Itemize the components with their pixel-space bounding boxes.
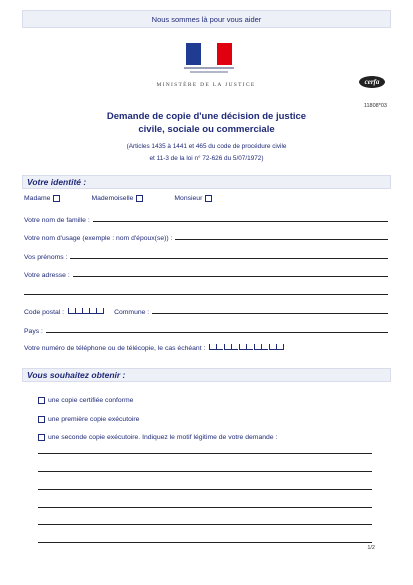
madame-checkbox[interactable] xyxy=(53,195,60,202)
flag-blue xyxy=(186,43,201,65)
address-label: Votre adresse : xyxy=(24,272,70,279)
family-name-field[interactable] xyxy=(93,214,388,222)
postal-code-label: Code postal : xyxy=(24,309,65,316)
first-names-row xyxy=(24,251,388,261)
form-number: 11808*03 xyxy=(363,103,387,109)
phone-label: Votre numéro de téléphone ou de télécopie, le cas échéant : xyxy=(24,345,206,352)
family-name-label: Votre nom de famille : xyxy=(24,217,90,224)
reason-field-line[interactable] xyxy=(38,471,372,472)
page-number: 1/2 xyxy=(367,545,375,551)
option-label: une seconde copie exécutoire. Indiquez le motif légitime de votre demande : xyxy=(48,434,278,441)
identity-heading: Votre identité : xyxy=(27,177,87,187)
request-heading: Vous souhaitez obtenir : xyxy=(27,370,126,380)
reason-field-line[interactable] xyxy=(38,524,372,525)
certified-copy-checkbox[interactable] xyxy=(38,397,45,404)
reason-field-line[interactable] xyxy=(38,507,372,508)
flag-white xyxy=(201,43,216,65)
civility-label: Madame xyxy=(24,195,51,202)
monsieur-checkbox[interactable] xyxy=(205,195,212,202)
ministry-logo xyxy=(150,38,262,98)
reason-field-line[interactable] xyxy=(38,489,372,490)
logo-motto-line xyxy=(190,71,228,73)
option-second-executory-copy xyxy=(38,434,277,441)
commune-label: Commune : xyxy=(114,309,150,316)
reason-field-line[interactable] xyxy=(38,453,372,454)
legal-reference-line1: (Articles 1435 à 1441 et 465 du code de procédure civile xyxy=(126,143,287,150)
flag-red xyxy=(217,43,232,65)
usage-name-row xyxy=(24,232,388,242)
usage-name-label: Votre nom d'usage (exemple : nom d'époux(se)) : xyxy=(24,235,173,242)
commune-field[interactable] xyxy=(152,306,388,314)
family-name-row xyxy=(24,214,388,224)
form-title-line2: civile, sociale ou commerciale xyxy=(138,124,275,135)
option-certified-copy xyxy=(38,397,133,404)
postal-code-boxes[interactable] xyxy=(68,308,104,314)
help-banner-text: Nous sommes là pour vous aider xyxy=(151,14,262,24)
request-section-header xyxy=(22,368,391,382)
second-executory-copy-checkbox[interactable] xyxy=(38,434,45,441)
civility-mademoiselle xyxy=(91,195,146,202)
legal-reference-line2: et 11-3 de la loi n° 72-626 du 5/07/1972) xyxy=(149,155,264,162)
civility-label: Mademoiselle xyxy=(91,195,134,202)
reason-field-line[interactable] xyxy=(38,542,372,543)
help-banner xyxy=(22,10,391,28)
country-label: Pays : xyxy=(24,328,43,335)
civility-row xyxy=(24,195,388,202)
address-row xyxy=(24,269,388,279)
postal-code-row xyxy=(24,306,388,316)
address-field[interactable] xyxy=(73,269,388,277)
option-label: une première copie exécutoire xyxy=(48,416,140,423)
civility-madame xyxy=(24,195,63,202)
country-field[interactable] xyxy=(46,325,388,333)
civility-label: Monsieur xyxy=(174,195,203,202)
first-executory-copy-checkbox[interactable] xyxy=(38,416,45,423)
first-names-label: Vos prénoms : xyxy=(24,254,68,261)
logo-motto-line xyxy=(184,67,234,69)
phone-row xyxy=(24,344,388,352)
identity-section-header xyxy=(22,175,391,189)
mademoiselle-checkbox[interactable] xyxy=(136,195,143,202)
phone-boxes[interactable] xyxy=(209,344,284,350)
cerfa-logo: cerfa xyxy=(359,76,385,88)
country-row xyxy=(24,325,388,335)
address-continuation-field[interactable] xyxy=(24,294,388,295)
option-first-executory-copy xyxy=(38,416,139,423)
ministry-name: MINISTÈRE DE LA JUSTICE xyxy=(156,82,256,88)
civility-monsieur xyxy=(174,195,215,202)
marianne-flag-icon xyxy=(186,43,232,65)
usage-name-field[interactable] xyxy=(175,232,388,240)
first-names-field[interactable] xyxy=(70,251,388,259)
form-title-line1: Demande de copie d'une décision de justice xyxy=(106,111,307,122)
option-label: une copie certifiée conforme xyxy=(48,397,134,404)
